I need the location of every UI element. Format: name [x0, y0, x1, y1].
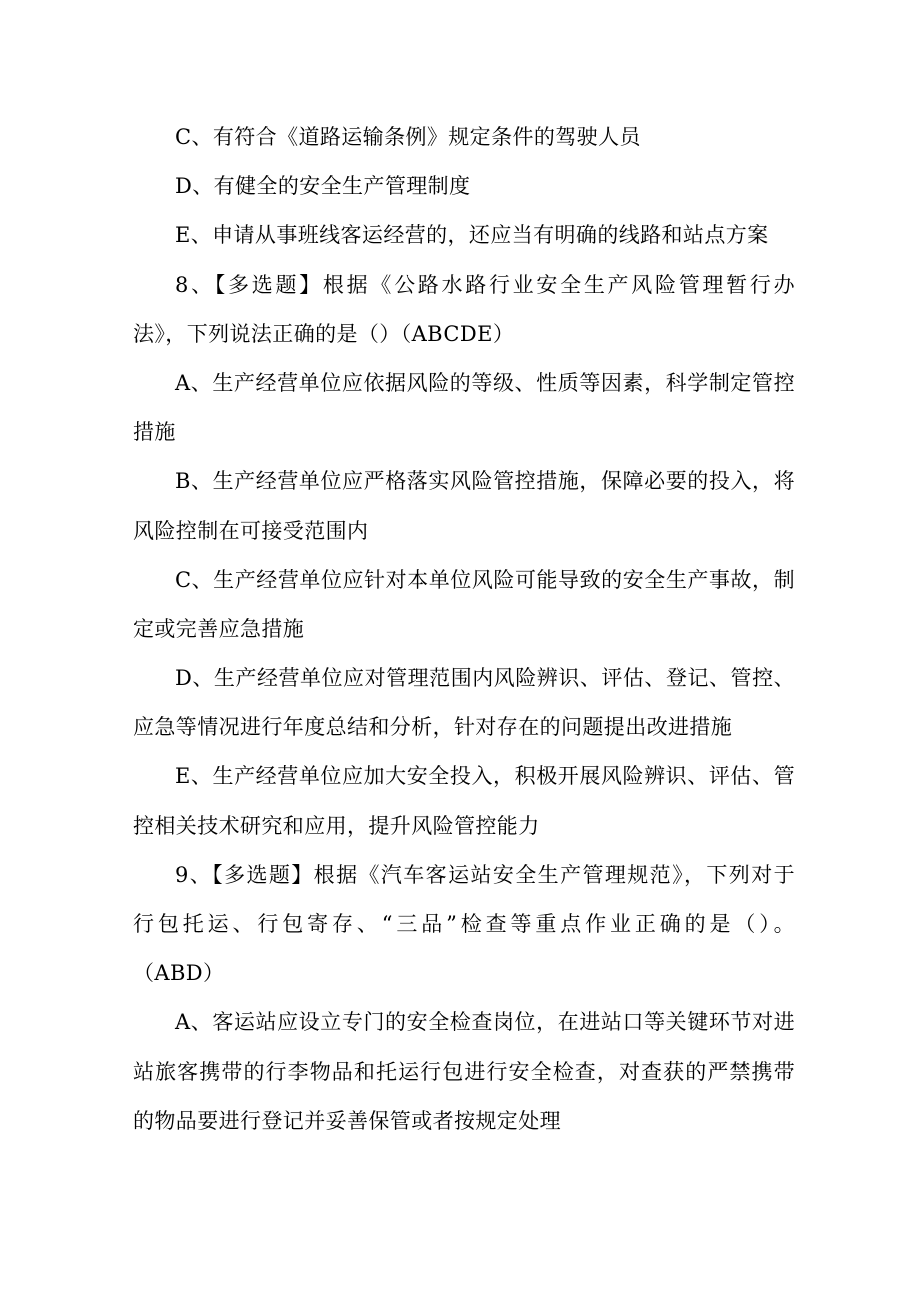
option-line: 的物品要进行登记并妥善保管或者按规定处理: [133, 1108, 561, 1133]
option-line: D、有健全的安全生产管理制度: [175, 174, 471, 199]
option-line: C、有符合《道路运输条例》规定条件的驾驶人员: [175, 125, 641, 149]
option-line: 措施: [133, 420, 176, 445]
option-line: B、生产经营单位应严格落实风险管控措施，保障必要的投入，将: [175, 469, 795, 494]
option-line: A、生产经营单位应依据风险的等级、性质等因素，科学制定管控: [175, 370, 795, 395]
option-line: D、生产经营单位应对管理范围内风险辨识、评估、登记、管控、: [175, 666, 795, 691]
question-line: 法》，下列说法正确的是（）（ABCDE）: [133, 321, 515, 346]
question-line: 8、【多选题】根据《公路水路行业安全生产风险管理暂行办: [175, 272, 795, 297]
option-line: 应急等情况进行年度总结和分析，针对存在的问题提出改进措施: [133, 715, 733, 740]
question-line: 行包托运、行包寄存、“三品”检查等重点作业正确的是（）。: [133, 912, 795, 936]
question-line: 9、【多选题】根据《汽车客运站安全生产管理规范》，下列对于: [175, 862, 795, 887]
option-line: A、客运站应设立专门的安全检查岗位，在进站口等关键环节对进: [175, 1010, 795, 1035]
option-line: 控相关技术研究和应用，提升风险管控能力: [133, 813, 540, 838]
option-line: 定或完善应急措施: [133, 616, 305, 641]
option-line: 风险控制在可接受范围内: [133, 518, 369, 543]
option-line: E、申请从事班线客运经营的，还应当有明确的线路和站点方案: [175, 223, 769, 248]
option-line: C、生产经营单位应针对本单位风险可能导致的安全生产事故，制: [175, 567, 795, 592]
option-line: 站旅客携带的行李物品和托运行包进行安全检查，对查获的严禁携带: [133, 1059, 795, 1084]
answer-line: （ABD）: [133, 961, 225, 986]
option-line: E、生产经营单位应加大安全投入，积极开展风险辨识、评估、管: [175, 764, 795, 789]
document-page: [133, 113, 795, 1146]
